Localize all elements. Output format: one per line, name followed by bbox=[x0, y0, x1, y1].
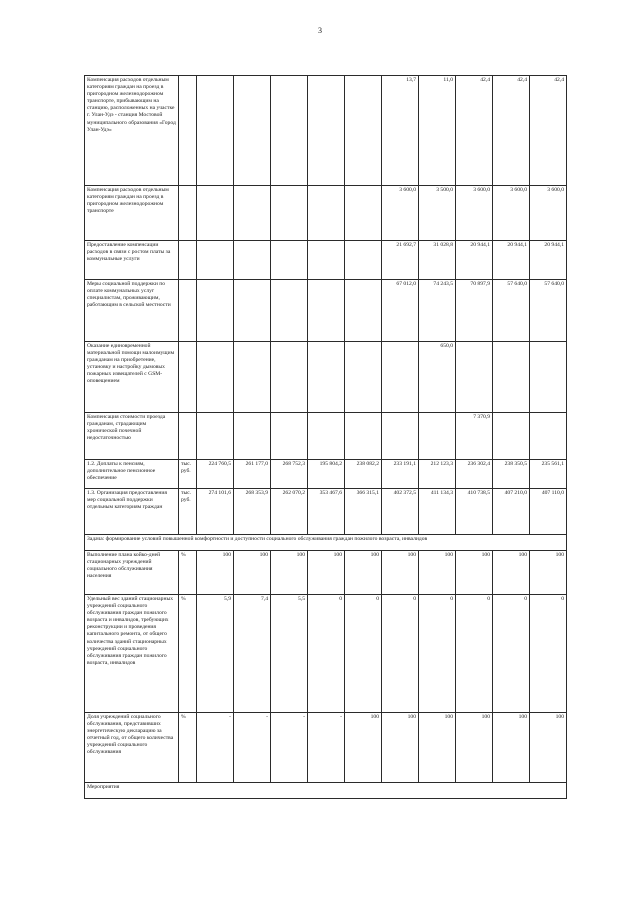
value-cell: 100 bbox=[345, 713, 382, 783]
value-cell: 42,4 bbox=[493, 76, 530, 186]
page-number: 3 bbox=[318, 26, 322, 35]
value-cell: 224 760,5 bbox=[197, 460, 234, 489]
unit-cell: тыс. руб. bbox=[179, 460, 197, 489]
value-cell: 5,5 bbox=[271, 595, 308, 713]
value-cell: 100 bbox=[271, 551, 308, 595]
value-cell: 0 bbox=[456, 595, 493, 713]
value-cell: 411 134,3 bbox=[419, 489, 456, 535]
value-cell: 70 897,9 bbox=[456, 280, 493, 342]
value-cell bbox=[308, 413, 345, 460]
value-cell: 235 561,1 bbox=[530, 460, 567, 489]
unit-cell bbox=[179, 280, 197, 342]
row-label: Выполнение плана койко-дней стационарных учреждений социального обслуживания населения bbox=[85, 551, 179, 595]
value-cell: 7 370,9 bbox=[456, 413, 493, 460]
value-cell bbox=[197, 342, 234, 413]
table-row bbox=[85, 595, 567, 713]
value-cell bbox=[456, 342, 493, 413]
value-cell: 262 070,2 bbox=[271, 489, 308, 535]
value-cell: 236 302,4 bbox=[456, 460, 493, 489]
value-cell: 100 bbox=[419, 713, 456, 783]
value-cell bbox=[308, 342, 345, 413]
value-cell: 3 600,0 bbox=[382, 186, 419, 241]
value-cell: 3 600,0 bbox=[493, 186, 530, 241]
table-row bbox=[85, 280, 567, 342]
value-cell: 42,4 bbox=[456, 76, 493, 186]
value-cell: 268 752,3 bbox=[271, 460, 308, 489]
value-cell bbox=[345, 76, 382, 186]
value-cell: - bbox=[271, 713, 308, 783]
value-cell: - bbox=[308, 713, 345, 783]
value-cell bbox=[271, 241, 308, 280]
task-row bbox=[85, 535, 567, 551]
value-cell bbox=[345, 280, 382, 342]
value-cell: 0 bbox=[308, 595, 345, 713]
value-cell: 402 372,5 bbox=[382, 489, 419, 535]
unit-cell: % bbox=[179, 595, 197, 713]
value-cell: 407 210,0 bbox=[493, 489, 530, 535]
task-title: Задача: формирование условий повышенной комфортности и доступности социального обслуживания граждан пожилого возраста, инвалидов bbox=[85, 535, 567, 551]
unit-cell: % bbox=[179, 713, 197, 783]
value-cell: 3 600,0 bbox=[530, 186, 567, 241]
value-cell: 0 bbox=[345, 595, 382, 713]
row-label: 1.3. Организация предоставления мер социальной поддержки отдельным категориям граждан bbox=[85, 489, 179, 535]
table-row bbox=[85, 460, 567, 489]
value-cell: 407 110,0 bbox=[530, 489, 567, 535]
value-cell: 0 bbox=[493, 595, 530, 713]
value-cell: 410 738,5 bbox=[456, 489, 493, 535]
section-row bbox=[85, 783, 567, 799]
value-cell bbox=[234, 413, 271, 460]
value-cell: 3 500,0 bbox=[419, 186, 456, 241]
value-cell bbox=[197, 186, 234, 241]
value-cell: 650,0 bbox=[419, 342, 456, 413]
value-cell: 5,9 bbox=[197, 595, 234, 713]
table-row bbox=[85, 489, 567, 535]
value-cell: 67 012,0 bbox=[382, 280, 419, 342]
value-cell: 233 191,1 bbox=[382, 460, 419, 489]
value-cell: 268 353,9 bbox=[234, 489, 271, 535]
unit-cell: тыс. руб. bbox=[179, 489, 197, 535]
value-cell: 100 bbox=[456, 713, 493, 783]
row-label: Предоставление компенсации расходов в связи с ростом платы за коммунальные услуги bbox=[85, 241, 179, 280]
value-cell: - bbox=[234, 713, 271, 783]
value-cell: 274 101,6 bbox=[197, 489, 234, 535]
value-cell bbox=[345, 186, 382, 241]
value-cell bbox=[271, 76, 308, 186]
value-cell bbox=[345, 342, 382, 413]
value-cell: 353 467,6 bbox=[308, 489, 345, 535]
value-cell bbox=[271, 342, 308, 413]
value-cell bbox=[197, 76, 234, 186]
table-row bbox=[85, 241, 567, 280]
value-cell: 0 bbox=[530, 595, 567, 713]
value-cell bbox=[382, 342, 419, 413]
value-cell: 100 bbox=[234, 551, 271, 595]
value-cell: 100 bbox=[308, 551, 345, 595]
row-label: Удельный вес зданий стационарных учреждений социального обслуживания граждан пожилого возраста и инвалидов, требующих реконструкции и проведения капитального ремонта, от общего количества зданий стационарных учреждений социального обслуживания граждан пожилого возраста, инвалидов bbox=[85, 595, 179, 713]
value-cell: 100 bbox=[382, 551, 419, 595]
value-cell bbox=[234, 342, 271, 413]
value-cell bbox=[234, 186, 271, 241]
value-cell bbox=[530, 342, 567, 413]
row-label: 1.2. Доплаты к пенсиям, дополнительное пенсионное обеспечение bbox=[85, 460, 179, 489]
value-cell bbox=[419, 413, 456, 460]
value-cell bbox=[271, 280, 308, 342]
value-cell: 13,7 bbox=[382, 76, 419, 186]
value-cell bbox=[530, 413, 567, 460]
value-cell bbox=[271, 186, 308, 241]
value-cell: 42,4 bbox=[530, 76, 567, 186]
value-cell bbox=[234, 76, 271, 186]
row-label: Меры социальной поддержки по оплате коммунальных услуг специалистам, проживающим, работающим в сельской местности bbox=[85, 280, 179, 342]
value-cell bbox=[197, 241, 234, 280]
value-cell bbox=[234, 280, 271, 342]
value-cell bbox=[308, 186, 345, 241]
value-cell bbox=[234, 241, 271, 280]
value-cell: 0 bbox=[419, 595, 456, 713]
value-cell: 100 bbox=[530, 713, 567, 783]
value-cell: 74 243,5 bbox=[419, 280, 456, 342]
value-cell: 238 350,5 bbox=[493, 460, 530, 489]
value-cell: 21 692,7 bbox=[382, 241, 419, 280]
table-row bbox=[85, 713, 567, 783]
value-cell: 100 bbox=[197, 551, 234, 595]
unit-cell bbox=[179, 342, 197, 413]
value-cell: 238 082,2 bbox=[345, 460, 382, 489]
value-cell bbox=[345, 413, 382, 460]
value-cell: 7,4 bbox=[234, 595, 271, 713]
unit-cell bbox=[179, 413, 197, 460]
table-row bbox=[85, 551, 567, 595]
value-cell: - bbox=[197, 713, 234, 783]
row-label: Доля учреждений социального обслуживания, представивших энергетическую декларацию за отчетный год, от общего количества учреждений социального обслуживания bbox=[85, 713, 179, 783]
value-cell bbox=[345, 241, 382, 280]
unit-cell bbox=[179, 186, 197, 241]
value-cell: 100 bbox=[345, 551, 382, 595]
value-cell: 20 944,1 bbox=[493, 241, 530, 280]
unit-cell bbox=[179, 241, 197, 280]
value-cell: 20 944,1 bbox=[530, 241, 567, 280]
value-cell: 57 640,0 bbox=[493, 280, 530, 342]
value-cell bbox=[308, 241, 345, 280]
unit-cell bbox=[179, 76, 197, 186]
value-cell: 261 177,0 bbox=[234, 460, 271, 489]
indicators-table bbox=[84, 75, 567, 799]
row-label: Компенсация расходов отдельным категориям граждан на проезд в пригородном железнодорожном транспорте, прибывающим на станцию, расположенных на участке г. Улан-Удэ - станция Мостовой муниципального образования «Город Улан-Удэ» bbox=[85, 76, 179, 186]
value-cell bbox=[308, 280, 345, 342]
value-cell: 20 944,1 bbox=[456, 241, 493, 280]
value-cell: 11,0 bbox=[419, 76, 456, 186]
value-cell bbox=[197, 280, 234, 342]
value-cell bbox=[271, 413, 308, 460]
value-cell bbox=[382, 413, 419, 460]
table-row bbox=[85, 413, 567, 460]
table-row bbox=[85, 342, 567, 413]
row-label: Компенсация стоимости проезда гражданам, страдающим хронической почечной недостаточностью bbox=[85, 413, 179, 460]
value-cell: 57 640,0 bbox=[530, 280, 567, 342]
value-cell: 100 bbox=[456, 551, 493, 595]
section-title: Мероприятия bbox=[85, 783, 567, 799]
table-row bbox=[85, 76, 567, 186]
value-cell: 100 bbox=[382, 713, 419, 783]
value-cell: 3 600,0 bbox=[456, 186, 493, 241]
value-cell bbox=[197, 413, 234, 460]
value-cell bbox=[308, 76, 345, 186]
value-cell bbox=[493, 413, 530, 460]
value-cell: 31 028,8 bbox=[419, 241, 456, 280]
row-label: Компенсация расходов отдельным категориям граждан на проезд в пригородном железнодорожном транспорте bbox=[85, 186, 179, 241]
value-cell: 100 bbox=[493, 713, 530, 783]
value-cell: 366 315,1 bbox=[345, 489, 382, 535]
value-cell: 100 bbox=[530, 551, 567, 595]
value-cell: 195 804,2 bbox=[308, 460, 345, 489]
value-cell bbox=[493, 342, 530, 413]
row-label: Оказание единовременной материальной помощи малоимущим гражданам на приобретение, установку и настройку дымовых пожарных извещателей с GSM-оповещением bbox=[85, 342, 179, 413]
value-cell: 212 123,3 bbox=[419, 460, 456, 489]
value-cell: 0 bbox=[382, 595, 419, 713]
value-cell: 100 bbox=[493, 551, 530, 595]
unit-cell: % bbox=[179, 551, 197, 595]
table-row bbox=[85, 186, 567, 241]
value-cell: 100 bbox=[419, 551, 456, 595]
